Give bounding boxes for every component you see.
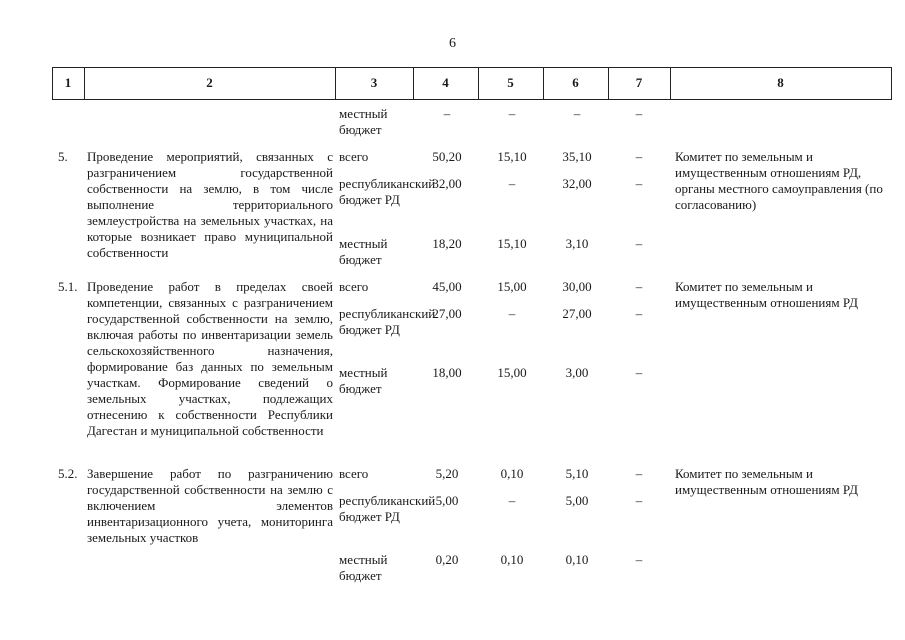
column-header-1: 1 [64,75,72,90]
header-divider [891,67,892,99]
responsible-executor: Комитет по земельным и имущественным отношениям РД [675,279,858,310]
column-header-3: 3 [370,75,378,90]
value-col-6: 35,10 [562,149,592,164]
responsible-executor: Комитет по земельным и имущественным отношениям РД [675,466,858,497]
value-col-5: 15,00 [497,279,527,294]
value-col-5: 0,10 [500,552,524,567]
responsible-executor: Комитет по земельным и имущественным отношениям РД, органы местного самоуправления (по согласованию) [675,149,883,212]
activity-description: Проведение мероприятий, связанных с разграничением государственной собственности на землю, в том числе выполнение территориального землеустройства на земельных участках, на которые возникает право муниципальной собственности [87,149,333,260]
value-col-4: 50,20 [432,149,462,164]
value-col-6: 32,00 [562,176,592,191]
value-col-6: 3,10 [565,236,589,251]
value-col-7: – [635,552,643,567]
value-col-7: – [635,279,643,294]
value-col-4: 32,00 [432,176,462,191]
value-col-5: – [508,306,516,321]
column-header-7: 7 [635,75,643,90]
value-col-5: 15,00 [497,365,527,380]
column-header-8: 8 [777,75,784,90]
value-col-7: – [635,106,643,121]
value-col-7: – [635,176,643,191]
value-col-5: – [508,493,516,508]
funding-source: местный бюджет [339,106,388,137]
row-number: 5.2. [58,466,78,481]
value-col-4: 0,20 [435,552,459,567]
funding-source: республиканский бюджет РД [339,493,436,524]
value-col-7: – [635,149,643,164]
funding-source: всего [339,279,369,294]
funding-source: республиканский бюджет РД [339,306,436,337]
value-col-4: 5,20 [435,466,459,481]
value-col-4: 27,00 [432,306,462,321]
value-col-6: 3,00 [565,365,589,380]
row-number: 5.1. [58,279,78,294]
value-col-6: 5,10 [565,466,589,481]
value-col-4: 18,20 [432,236,462,251]
value-col-5: – [508,176,516,191]
funding-source: всего [339,149,369,164]
funding-source: местный бюджет [339,236,388,267]
value-col-7: – [635,236,643,251]
funding-source: республиканский бюджет РД [339,176,436,207]
value-col-4: 45,00 [432,279,462,294]
value-col-4: – [443,106,451,121]
header-bottom-rule [52,99,892,100]
value-col-6: 27,00 [562,306,592,321]
value-col-6: 5,00 [565,493,589,508]
row-number: 5. [58,149,68,164]
value-col-5: – [508,106,516,121]
column-header-5: 5 [507,75,514,90]
value-col-7: – [635,365,643,380]
value-col-5: 15,10 [497,236,527,251]
value-col-7: – [635,466,643,481]
activity-description: Завершение работ по разграничению государственной собственности на землю с включением элементов инвентаризационного учета, мониторинга земельных участков [87,466,333,545]
value-col-7: – [635,493,643,508]
column-header-2: 2 [206,75,213,90]
value-col-7: – [635,306,643,321]
column-header-4: 4 [442,75,449,90]
funding-source: местный бюджет [339,552,388,583]
column-header-6: 6 [572,75,579,90]
value-col-4: 5,00 [435,493,459,508]
value-col-6: 0,10 [565,552,589,567]
value-col-4: 18,00 [432,365,462,380]
value-col-6: 30,00 [562,279,592,294]
value-col-5: 0,10 [500,466,524,481]
funding-source: местный бюджет [339,365,388,396]
value-col-6: – [573,106,581,121]
value-col-5: 15,10 [497,149,527,164]
activity-description: Проведение работ в пределах своей компетенции, связанных с разграничением государственной собственности на землю, включая работы по инвентаризации земель сельскохозяйственного назначения, формирование баз данных по земельным участкам. Формирование сведений о земельных участках, подлежащих отнесению к собственности Республики Дагестан и муниципальной собственности [87,279,333,438]
funding-source: всего [339,466,369,481]
page-number: 6 [449,36,456,51]
